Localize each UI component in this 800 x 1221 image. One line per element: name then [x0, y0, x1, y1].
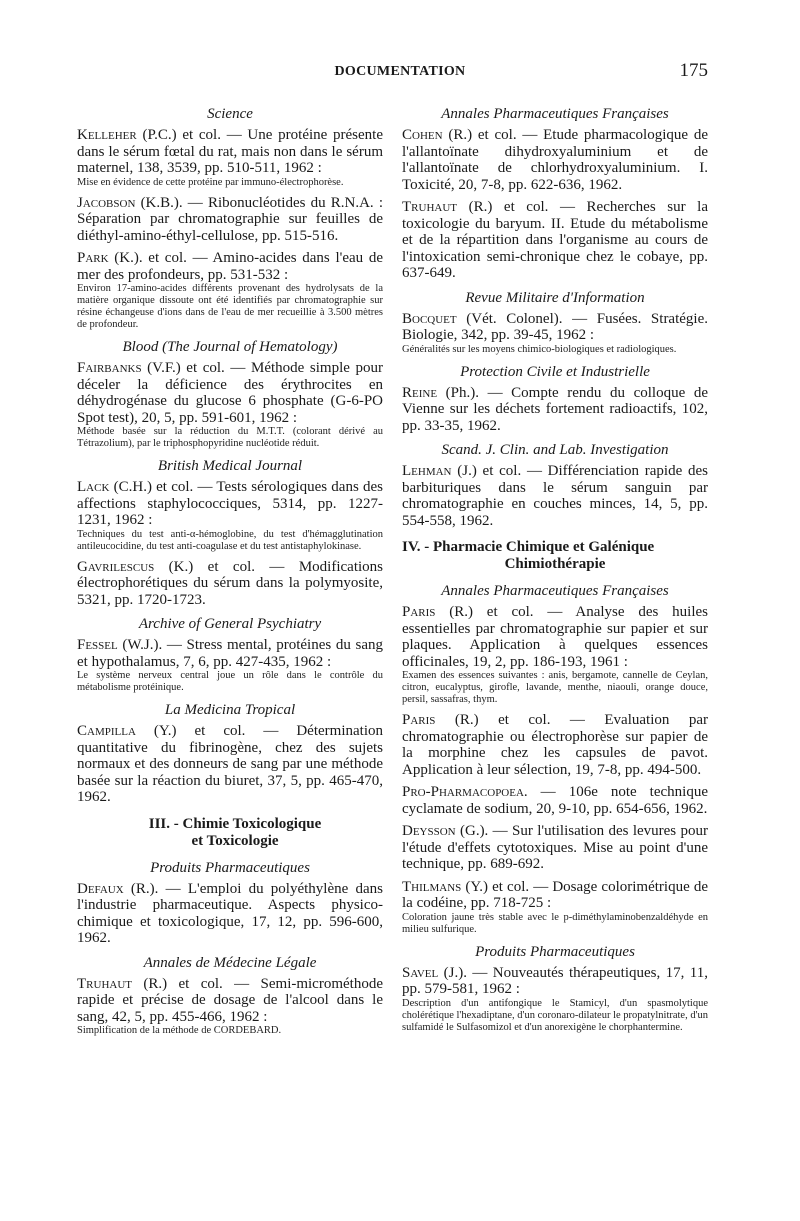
entry-text: [77, 559, 383, 609]
bibliography-entry: [402, 463, 708, 529]
bibliography-entry: [402, 604, 708, 706]
entry-author: Reine: [402, 384, 438, 401]
left-column: [77, 104, 383, 1043]
entry-author: Pro-Pharmacopoea: [402, 784, 524, 800]
journal-title: Annales de Médecine Légale: [143, 954, 317, 971]
bibliography-entry: [77, 479, 383, 553]
entry-citation: (R.) et col. — Recherches sur la toxicologie du baryum. II. Etude du métabolisme et de la répartition dans l'organisme au cours de l'intoxication semi-chronique chez le cobaye, pp. 637-649.: [402, 199, 708, 281]
section-heading: [77, 816, 383, 850]
entry-text: [402, 199, 708, 282]
entry-note: Coloration jaune très stable avec le p-diméthylaminobenzaldéhyde en milieu sulfurique.: [402, 911, 708, 935]
entry-author: Cohen: [402, 127, 443, 143]
bibliography-entry: [402, 127, 708, 193]
entry-citation: (R.) et col. — Etude pharmacologique de l'allantoïnate dihydroxyaluminium et de l'allantoïnate de chlorhydroxyaluminium. I. Toxicité, 20, 7-8, pp. 622-636, 1962.: [402, 127, 708, 193]
bibliography-entry: [77, 127, 383, 189]
entry-citation: (K.) et col. — Modifications électrophorétiques du sérum dans la polymyosite, 5321, pp. 1720-1723.: [77, 558, 383, 608]
entry-text: [77, 250, 383, 283]
entry-text: [77, 881, 383, 947]
entry-citation: (Ph.). — Compte rendu du colloque de Vienne sur les déchets fortement radioactifs, 102, pp. 33-35, 1962.: [402, 384, 708, 434]
entry-author: Thilmans: [402, 878, 462, 895]
bibliography-entry: [402, 965, 708, 1034]
running-header: DOCUMENTATION: [334, 64, 466, 79]
entry-author: Kelleher: [77, 127, 137, 143]
entry-citation: (R.). — L'emploi du polyéthylène dans l'industrie pharmaceutique. Aspects physico-chimique et toxicologique, 17, 12, pp. 596-600, 1962.: [77, 880, 383, 946]
journal-title: Blood (The Journal of Hematology): [122, 339, 338, 355]
entry-author: Fairbanks: [77, 360, 142, 376]
entry-text: [77, 637, 383, 670]
entry-note: Méthode basée sur la réduction du M.T.T. (colorant dérivé au Tétrazolium), par le triphosphopyridine nucléotide réduit.: [77, 426, 383, 449]
entry-citation: (Y.) et col. — Dosage colorimétrique de la codéine, pp. 718-725 :: [402, 878, 708, 911]
entry-citation: (J.). — Nouveautés thérapeutiques, 17, 11, pp. 579-581, 1962 :: [402, 964, 708, 997]
entry-author: Campilla: [77, 723, 136, 739]
entry-author: Lack: [77, 479, 110, 495]
entry-text: [402, 965, 708, 998]
entry-text: [402, 385, 708, 435]
entry-citation: (R.) et col. — Analyse des huiles essentielles par chromatographie sur papier et sur plaques. Application à quelques essences officinales, 19, 2, pp. 186-193, 1961 :: [402, 604, 708, 670]
journal-title: Archive of General Psychiatry: [138, 616, 322, 632]
entry-note: Simplification de la méthode de CORDEBARD.: [77, 1025, 282, 1036]
entry-text: [77, 195, 383, 245]
section-heading-line: IV. - Pharmacie Chimique et Galénique: [402, 539, 655, 555]
entry-author: Defaux: [77, 880, 124, 897]
section-heading-line: III. - Chimie Toxicologique: [148, 815, 322, 832]
entry-text: [402, 879, 708, 912]
journal-title: British Medical Journal: [157, 458, 303, 474]
entry-citation: . — 106e note technique cyclamate de sodium, 20, 9-10, pp. 654-656, 1962.: [402, 784, 708, 817]
bibliography-entry: [77, 637, 383, 694]
entry-citation: (V.F.) et col. — Méthode simple pour déceler la déficience des érythrocites en déhydrogénase du glucose 6 phosphate (G-6-PO Spot test), 20, 5, pp. 591-601, 1962 :: [77, 360, 383, 426]
bibliography-entry: [402, 385, 708, 435]
entry-author: Bocquet: [402, 310, 457, 327]
entry-note: Le système nerveux central joue un rôle dans le contrôle du métabolisme protéinique.: [77, 670, 383, 693]
journal-title: Science: [207, 106, 253, 122]
entry-author: Savel: [402, 964, 439, 981]
bibliography-entry: [77, 360, 383, 450]
bibliography-entry: [77, 723, 383, 806]
entry-author: Park: [77, 250, 109, 266]
entry-text: [77, 479, 383, 529]
bibliography-entry: [77, 559, 383, 609]
entry-citation: (W.J.). — Stress mental, protéines du sang et hypothalamus, 7, 6, pp. 427-435, 1962 :: [77, 637, 383, 670]
journal-title: Produits Pharmaceutiques: [150, 859, 310, 876]
entry-citation: (C.H.) et col. — Tests sérologiques dans des affections staphylococciques, 5314, pp. 1227-1231, 1962 :: [77, 479, 383, 528]
entry-text: [77, 723, 383, 806]
entry-author: Gavrilescus: [77, 558, 155, 575]
entry-note: Description d'un antifongique le Stamicyl, d'un spasmolytique cholérétique l'hexadiptane, d'un coronaro-dilateur le propatylnitrate, d'un sulfamidé le Sulfasomizol et d'un anorexigène le chorphantermine.: [402, 997, 708, 1033]
journal-title: Annales Pharmaceutiques Françaises: [441, 583, 669, 599]
entry-author: Lehman: [402, 463, 452, 479]
entry-author: Truhaut: [77, 975, 132, 992]
bibliography-entry: [77, 195, 383, 245]
section-heading-line: Chimiothérapie: [504, 556, 606, 572]
right-column: [402, 104, 708, 1040]
entry-text: [77, 127, 383, 177]
entry-author: Paris: [402, 604, 436, 620]
entry-text: [402, 823, 708, 873]
journal-title: Scand. J. Clin. and Lab. Investigation: [441, 442, 669, 458]
bibliography-entry: [77, 976, 383, 1038]
entry-citation: (K.). et col. — Amino-acides dans l'eau de mer des profondeurs, pp. 531-532 :: [77, 250, 383, 283]
section-heading: [402, 539, 708, 573]
entry-text: [402, 463, 708, 529]
bibliography-entry: [402, 823, 708, 873]
entry-citation: (G.). — Sur l'utilisation des levures pour l'étude d'effets cytotoxiques. Mise au point d'une technique, pp. 689-692.: [402, 823, 708, 872]
entry-author: Fessel: [77, 637, 118, 653]
entry-citation: (Y.) et col. — Détermination quantitative du fibrinogène, chez des sujets normaux et des donneurs de sang par une méthode basée sur la réaction du biuret, 37, 5, pp. 465-470, 1962.: [77, 723, 383, 805]
entry-note: Mise en évidence de cette protéine par immuno-électrophorèse.: [77, 176, 344, 188]
journal-title: La Medicina Tropical: [164, 702, 296, 718]
entry-citation: (R.) et col. — Evaluation par chromatographie ou électrophorèse sur papier de la morphine chez les capsules de pavot. Application à leur sélection, 19, 7-8, pp. 494-500.: [402, 712, 708, 778]
bibliography-entry: [77, 250, 383, 331]
bibliography-entry: [402, 311, 708, 356]
entry-text: [402, 712, 708, 778]
bibliography-entry: [402, 879, 708, 936]
entry-note: Examen des essences suivantes : anis, bergamote, cannelle de Ceylan, citron, eucalyptus, girofle, lavande, menthe, niaouli, orange douce, persil, sassafras, thym.: [402, 670, 708, 705]
entry-note: Techniques du test anti-α-hémoglobine, du test d'hémagglutination antileucocidine, du test anti-coagulase et du test antistaphylokinase.: [77, 528, 383, 552]
entry-text: [402, 311, 708, 344]
entry-text: [402, 604, 708, 670]
entry-note: Environ 17-amino-acides différents provenant des hydrolysats de la matière organique dissoute ont été identifiés par chromatographie sur résine échangeuse d'ions dans de l'eau de mer recueillie à 3.500 mètres de profondeur.: [77, 283, 383, 330]
journal-title: Protection Civile et Industrielle: [460, 363, 650, 380]
page-number: 175: [679, 60, 708, 81]
bibliography-entry: [402, 712, 708, 778]
journal-title: Annales Pharmaceutiques Françaises: [441, 106, 669, 122]
entry-citation: (P.C.) et col. — Une protéine présente dans le sérum fœtal du rat, mais non dans le sérum maternel, 138, 3539, pp. 510-511, 1962 :: [77, 127, 383, 176]
entry-author: Jacobson: [77, 194, 136, 211]
entry-author: Truhaut: [402, 199, 457, 215]
journal-title: Revue Militaire d'Information: [465, 289, 645, 306]
entry-text: [402, 784, 708, 817]
entry-citation: (J.) et col. — Différenciation rapide des barbituriques dans le sérum sanguin par chromatographie en couches minces, 14, 5, pp. 554-558, 1962.: [402, 463, 708, 529]
entry-note: Généralités sur les moyens chimico-biologiques et radiologiques.: [402, 343, 677, 355]
entry-text: [402, 127, 708, 193]
entry-citation: (K.B.). — Ribonucléotides du R.N.A. : Séparation par chromatographie sur feuilles de diéthyl-amino-éthyl-cellulose, pp. 515-516.: [77, 194, 383, 244]
bibliography-entry: [402, 784, 708, 817]
bibliography-entry: [402, 199, 708, 282]
entry-author: Deysson: [402, 823, 456, 839]
section-heading-line: et Toxicologie: [191, 832, 279, 849]
entry-author: Paris: [402, 712, 436, 728]
entry-text: [77, 976, 383, 1026]
entry-text: [77, 360, 383, 426]
bibliography-entry: [77, 881, 383, 947]
journal-title: Produits Pharmaceutiques: [475, 943, 635, 960]
entry-citation: (R.) et col. — Semi-microméthode rapide et précise de dosage de l'alcool dans le sang, 42, 5, pp. 455-466, 1962 :: [77, 975, 383, 1025]
entry-citation: (Vét. Colonel). — Fusées. Stratégie. Biologie, 342, pp. 39-45, 1962 :: [402, 310, 708, 343]
